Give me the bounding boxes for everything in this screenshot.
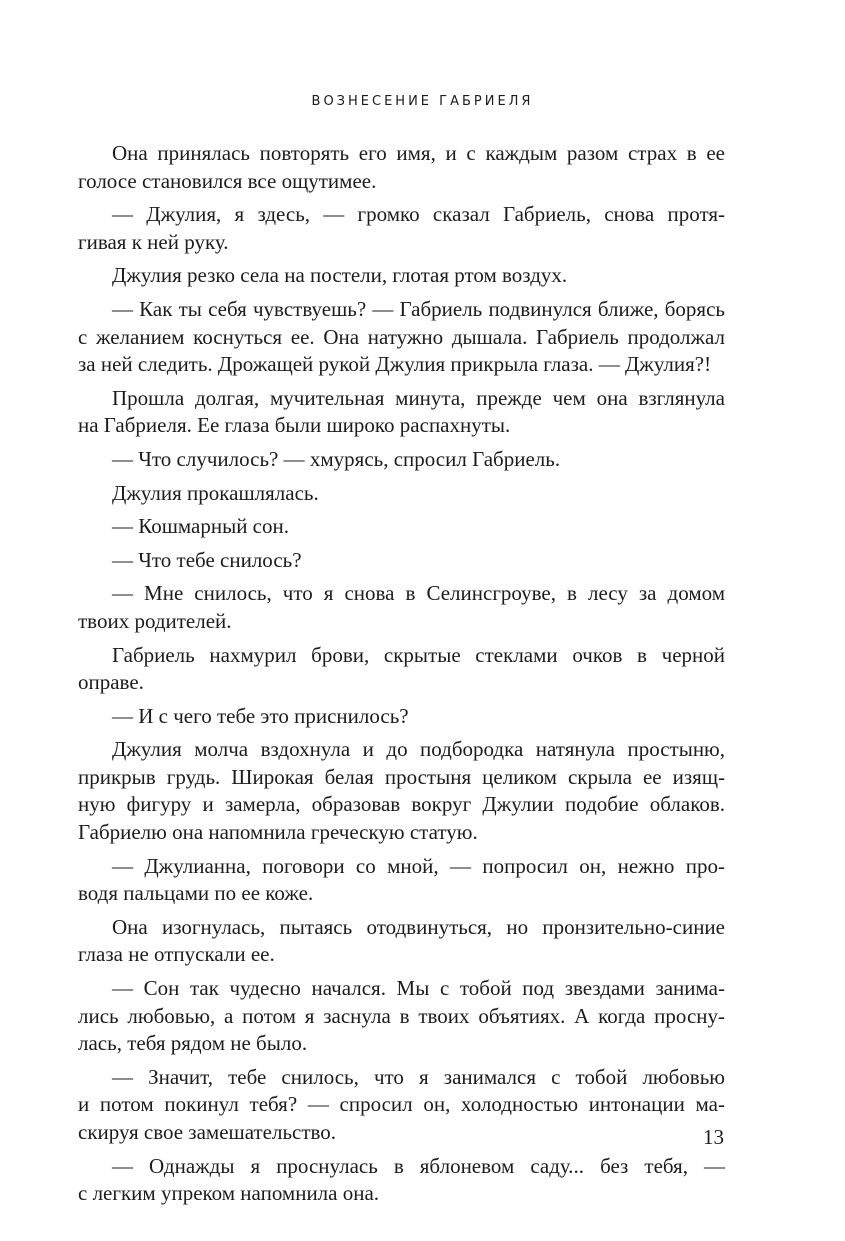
text-line: на Габриеля. Ее глаза были широко распахнуты. — [78, 413, 511, 438]
page-number: 13 — [703, 1125, 724, 1149]
text-line: — Джулианна, поговори со мной, — попросил он, нежно про- — [112, 853, 725, 878]
paragraph — [78, 262, 725, 290]
text-line: Габриелю она напомнила греческую статую. — [78, 820, 478, 845]
paragraph — [78, 513, 725, 541]
text-line: ную фигуру и замерла, образовав вокруг Джулии подобие облаков. — [78, 792, 725, 817]
text-line: и потом покинул тебя? — спросил он, холодностью интонации ма- — [78, 1092, 725, 1117]
paragraph — [78, 385, 725, 440]
text-line: с желанием коснуться ее. Она натужно дышала. Габриель продолжал — [78, 324, 725, 349]
text-line: — Однажды я проснулась в яблоневом саду... без тебя, — — [112, 1153, 725, 1178]
text-line: лась, тебя рядом не было. — [78, 1031, 308, 1056]
paragraph — [78, 580, 725, 635]
paragraph — [78, 975, 725, 1058]
text-line: Джулия молча вздохнула и до подбородка натянула простыню, — [112, 737, 725, 762]
text-line: водя пальцами по ее коже. — [78, 881, 314, 906]
paragraph — [78, 140, 725, 195]
text-line: Она изогнулась, пытаясь отодвинуться, но пронзительно-синие — [112, 914, 725, 939]
text-line: — Мне снилось, что я снова в Селинсгроуве, в лесу за домом — [112, 581, 725, 606]
text-line: — Как ты себя чувствуешь? — Габриель подвинулся ближе, борясь — [112, 296, 725, 321]
text-line: оправе. — [78, 670, 144, 695]
text-line: — Что случилось? — хмурясь, спросил Габриель. — [112, 446, 561, 471]
paragraph — [78, 642, 725, 697]
text-line: — Кошмарный сон. — [112, 514, 289, 539]
body-text — [78, 140, 725, 1208]
text-line: голосе становился все ощутимее. — [78, 168, 377, 193]
text-line: лись любовью, а потом я заснула в твоих объятиях. А когда просну- — [78, 1003, 725, 1028]
text-line: с легким упреком напомнила она. — [78, 1181, 380, 1206]
text-line: Джулия резко села на постели, глотая ртом воздух. — [112, 263, 568, 288]
paragraph — [78, 480, 725, 508]
text-line: — Сон так чудесно начался. Мы с тобой под звездами занима- — [112, 976, 725, 1001]
text-line: глаза не отпускали ее. — [78, 942, 275, 967]
text-line: — Значит, тебе снилось, что я занимался с тобой любовью — [112, 1064, 725, 1089]
text-line: — Что тебе снилось? — [112, 547, 302, 572]
paragraph — [78, 853, 725, 908]
paragraph — [78, 914, 725, 969]
text-line: прикрыв грудь. Широкая белая простыня целиком скрыла ее изящ- — [78, 764, 725, 789]
text-line: скируя свое замешательство. — [78, 1120, 337, 1144]
paragraph — [78, 547, 725, 575]
text-line: твоих родителей. — [78, 608, 232, 633]
text-line: Габриель нахмурил брови, скрытые стеклами очков в черной — [112, 642, 725, 667]
text-line: гивая к ней руку. — [78, 229, 229, 254]
running-head: ВОЗНЕСЕНИЕ ГАБРИЕЛЯ — [311, 94, 534, 109]
paragraph — [78, 201, 725, 256]
text-line: Она принялась повторять его имя, и с каждым разом страх в ее — [112, 141, 725, 165]
paragraph — [78, 703, 725, 731]
text-line: — Джулия, я здесь, — громко сказал Габриель, снова протя- — [112, 202, 725, 227]
text-line: Прошла долгая, мучительная минута, прежде чем она взглянула — [112, 385, 725, 410]
paragraph — [78, 1064, 725, 1147]
paragraph — [78, 736, 725, 846]
text-line: за ней следить. Дрожащей рукой Джулия прикрыла глаза. — Джулия?! — [78, 352, 712, 377]
text-line: — И с чего тебе это приснилось? — [112, 703, 409, 728]
paragraph — [78, 296, 725, 379]
text-line: Джулия прокашлялась. — [112, 480, 319, 505]
paragraph — [78, 446, 725, 474]
paragraph — [78, 1153, 725, 1208]
